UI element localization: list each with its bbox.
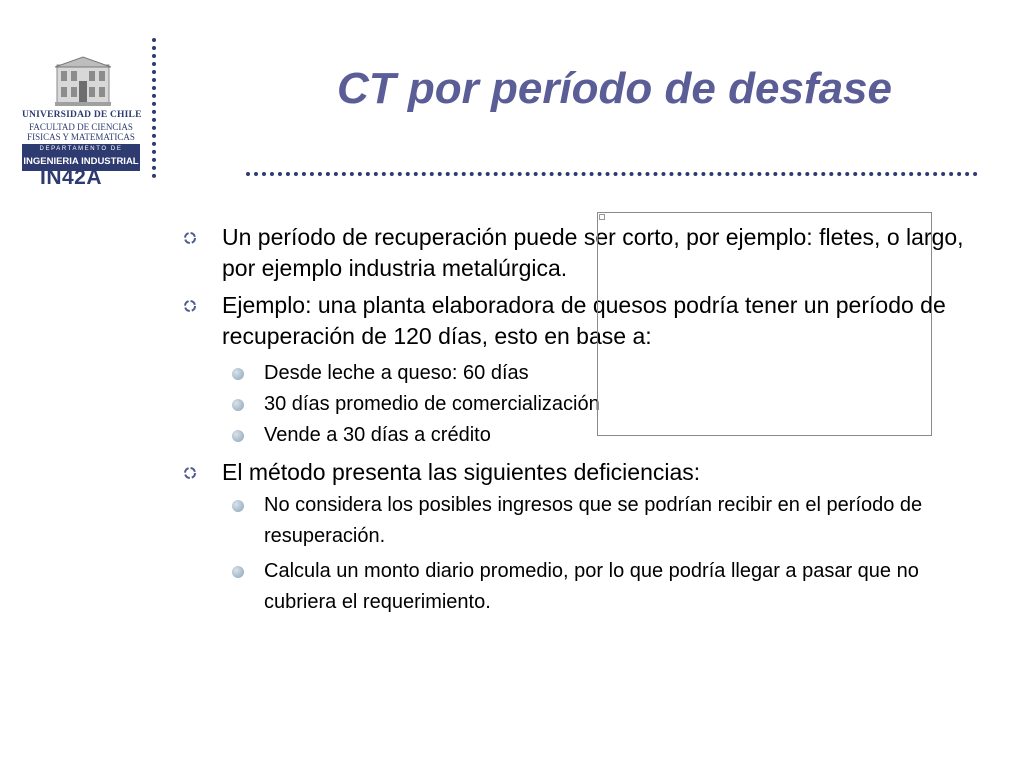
bullet-text: El método presenta las siguientes deficiencias:	[222, 459, 701, 485]
bullet-text: Un período de recuperación puede ser corto, por ejemplo: fletes, o largo, por ejemplo industria metalúrgica.	[222, 224, 964, 281]
sphere-bullet-icon	[232, 566, 244, 578]
horizontal-dotted-divider	[246, 172, 978, 176]
sub-bullet-text: No considera los posibles ingresos que se podrían recibir en el período de resuperación.	[264, 494, 923, 547]
slide-title: CT por período de desfase	[337, 64, 892, 113]
sub-bullet-text: 30 días promedio de comercialización	[264, 393, 600, 415]
broken-image-icon	[599, 214, 605, 220]
sphere-bullet-icon	[232, 430, 244, 442]
pinwheel-bullet-icon	[184, 467, 196, 479]
building-icon	[55, 55, 111, 107]
bullet-item	[180, 457, 970, 488]
course-code: IN42A	[40, 166, 103, 189]
sub-bullet-item	[180, 490, 970, 552]
pinwheel-bullet-icon	[184, 300, 196, 312]
sub-bullet-item	[180, 556, 970, 618]
logo-department-label: DEPARTAMENTO DE	[39, 146, 123, 152]
logo-faculty-line1: FACULTAD DE CIENCIAS	[29, 122, 133, 132]
sub-bullet-text: Vende a 30 días a crédito	[264, 424, 491, 446]
logo-department-name: INGENIERIA INDUSTRIAL	[23, 156, 139, 167]
sphere-bullet-icon	[232, 368, 244, 380]
pinwheel-bullet-icon	[184, 232, 196, 244]
sphere-bullet-icon	[232, 399, 244, 411]
vertical-dotted-divider	[152, 38, 156, 178]
sphere-bullet-icon	[232, 500, 244, 512]
logo-university-name: UNIVERSIDAD DE CHILE	[22, 110, 142, 120]
sub-bullet-text: Desde leche a queso: 60 días	[264, 362, 529, 384]
bullet-text: Ejemplo: una planta elaboradora de quesos podría tener un período de recuperación de 120 días, esto en base a:	[222, 292, 946, 349]
logo-faculty-line2: FISICAS Y MATEMATICAS	[27, 132, 135, 142]
embedded-object-frame[interactable]	[597, 212, 932, 436]
sub-bullet-text: Calcula un monto diario promedio, por lo que podría llegar a pasar que no cubriera el requerimiento.	[264, 560, 919, 613]
